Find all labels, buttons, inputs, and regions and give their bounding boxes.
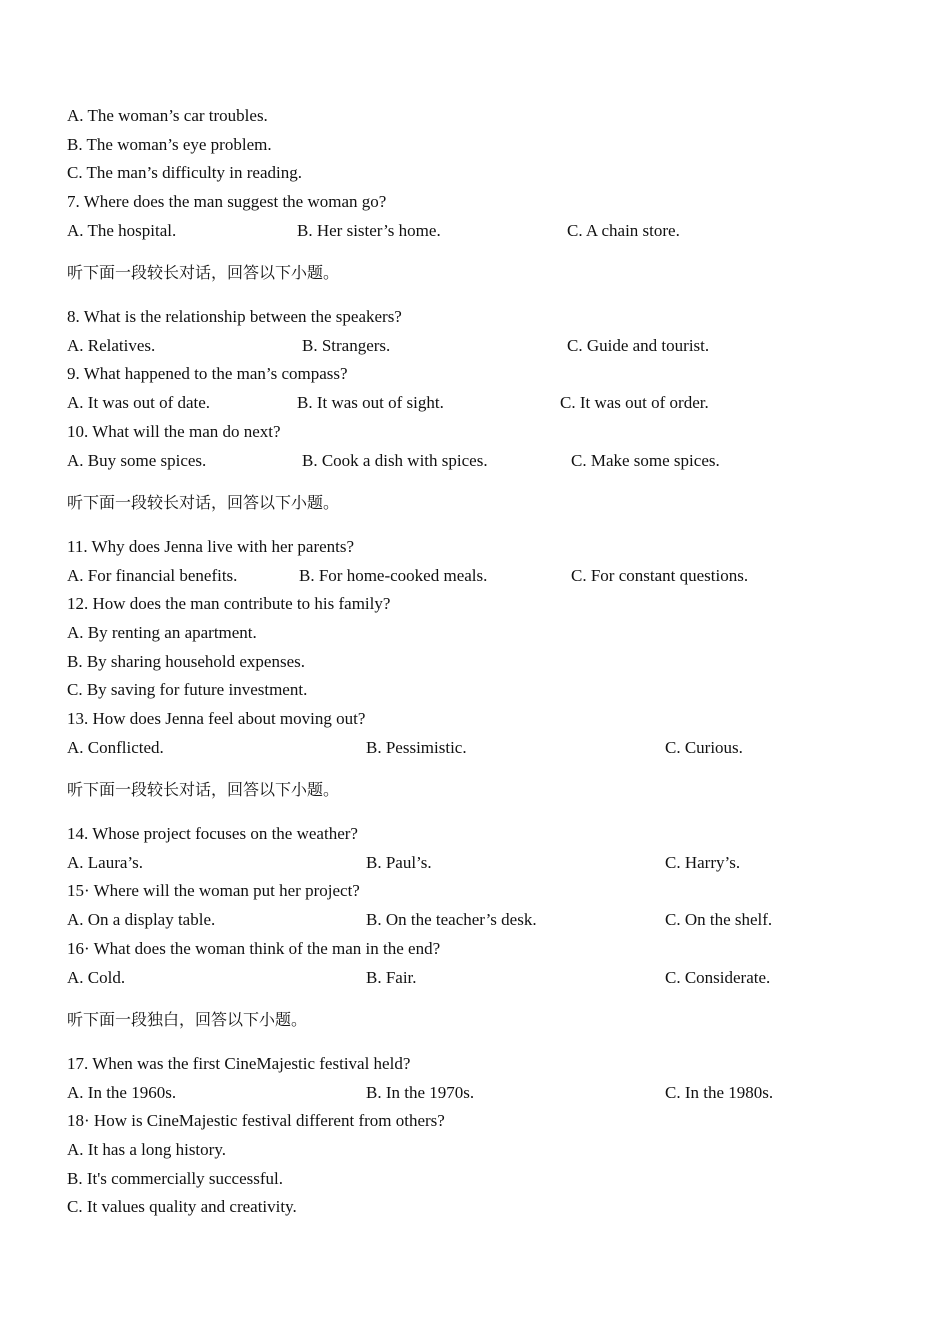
q7-stem: 7. Where does the man suggest the woman go? (67, 192, 387, 211)
q17-stem: 17. When was the first CineMajestic festival held? (67, 1054, 411, 1073)
q7-option-a: A. The hospital. (67, 221, 177, 240)
q17-option-c: C. In the 1980s. (665, 1083, 774, 1102)
q15-option-c: C. On the shelf. (665, 910, 773, 929)
section-instruction-monologue: 听下面一段独白，回答以下小题。 (67, 1010, 308, 1029)
q18-option-b: B. It's commercially successful. (67, 1169, 283, 1188)
q10-option-b: B. Cook a dish with spices. (302, 451, 488, 470)
section-instruction: 听下面一段较长对话，回答以下小题。 (67, 263, 340, 282)
q14-option-a: A. Laura’s. (67, 853, 144, 872)
q16-option-b: B. Fair. (366, 968, 417, 987)
q17-option-a: A. In the 1960s. (67, 1083, 177, 1102)
q6-option-c: C. The man’s difficulty in reading. (67, 163, 302, 182)
section-instruction: 听下面一段较长对话，回答以下小题。 (67, 780, 340, 799)
q15-option-b: B. On the teacher’s desk. (366, 910, 537, 929)
q10-option-a: A. Buy some spices. (67, 451, 207, 470)
q13-option-a: A. Conflicted. (67, 738, 164, 757)
q12-option-b: B. By sharing household expenses. (67, 652, 305, 671)
q11-option-a: A. For financial benefits. (67, 566, 238, 585)
q6-option-b: B. The woman’s eye problem. (67, 135, 272, 154)
q8-option-c: C. Guide and tourist. (567, 336, 710, 355)
q12-stem: 12. How does the man contribute to his family? (67, 594, 391, 613)
q8-option-a: A. Relatives. (67, 336, 156, 355)
q11-option-b: B. For home-cooked meals. (299, 566, 488, 585)
q12-option-c: C. By saving for future investment. (67, 680, 308, 699)
q15-stem: 15· Where will the woman put her project? (67, 881, 360, 900)
q13-option-c: C. Curious. (665, 738, 743, 757)
q11-option-c: C. For constant questions. (571, 566, 749, 585)
q13-option-b: B. Pessimistic. (366, 738, 467, 757)
q6-option-a: A. The woman’s car troubles. (67, 106, 268, 125)
q10-stem: 10. What will the man do next? (67, 422, 281, 441)
q16-option-a: A. Cold. (67, 968, 126, 987)
q8-stem: 8. What is the relationship between the speakers? (67, 307, 402, 326)
q15-option-a: A. On a display table. (67, 910, 216, 929)
q18-option-c: C. It values quality and creativity. (67, 1197, 297, 1216)
q18-option-a: A. It has a long history. (67, 1140, 226, 1159)
q14-option-c: C. Harry’s. (665, 853, 741, 872)
section-instruction: 听下面一段较长对话，回答以下小题。 (67, 493, 340, 512)
q9-option-b: B. It was out of sight. (297, 393, 444, 412)
q8-option-b: B. Strangers. (302, 336, 391, 355)
q7-option-c: C. A chain store. (567, 221, 680, 240)
q18-stem: 18· How is CineMajestic festival different from others? (67, 1111, 445, 1130)
q17-option-b: B. In the 1970s. (366, 1083, 475, 1102)
q13-stem: 13. How does Jenna feel about moving out? (67, 709, 366, 728)
q14-stem: 14. Whose project focuses on the weather? (67, 824, 358, 843)
q7-option-b: B. Her sister’s home. (297, 221, 441, 240)
q9-stem: 9. What happened to the man’s compass? (67, 364, 348, 383)
q16-option-c: C. Considerate. (665, 968, 771, 987)
q11-stem: 11. Why does Jenna live with her parents? (67, 537, 355, 556)
q9-option-c: C. It was out of order. (560, 393, 709, 412)
q16-stem: 16· What does the woman think of the man in the end? (67, 939, 441, 958)
q12-option-a: A. By renting an apartment. (67, 623, 257, 642)
q10-option-c: C. Make some spices. (571, 451, 720, 470)
q9-option-a: A. It was out of date. (67, 393, 211, 412)
q14-option-b: B. Paul’s. (366, 853, 432, 872)
